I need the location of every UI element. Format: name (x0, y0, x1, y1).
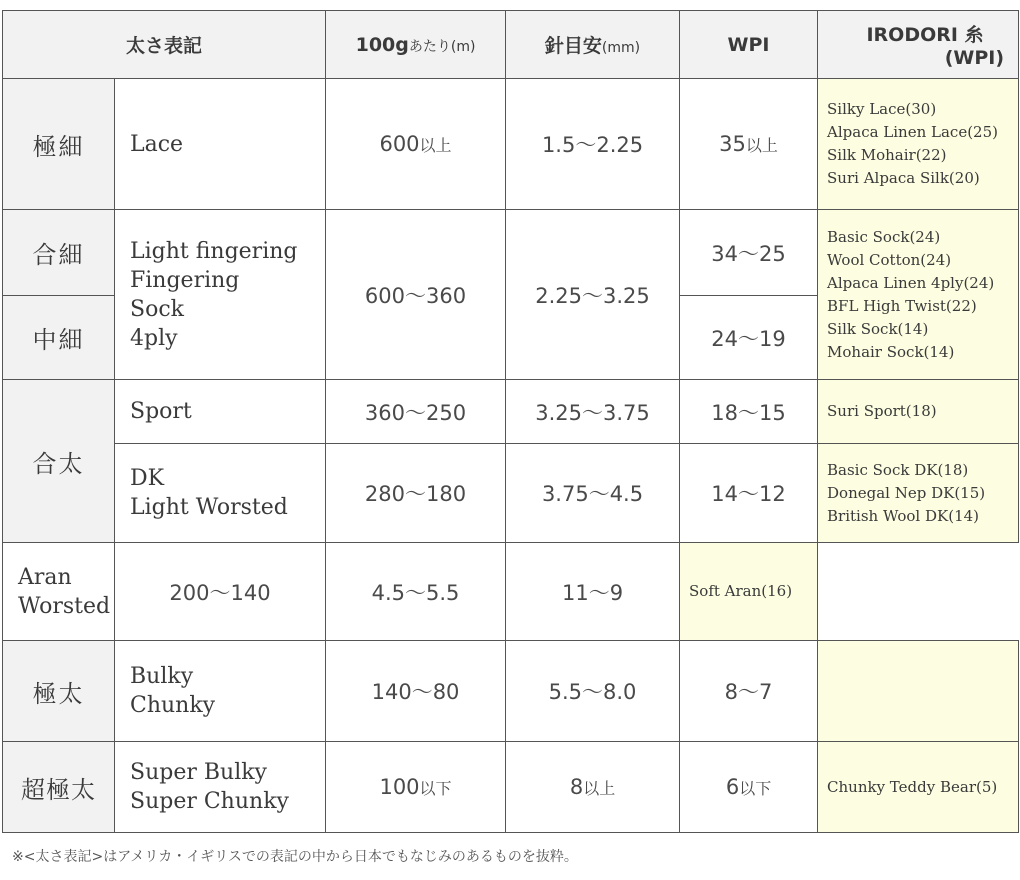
length-cell: 100以下 (326, 742, 506, 833)
length-cell: 600以上 (326, 79, 506, 210)
yarn-item: Silky Lace(30) (827, 100, 937, 118)
yarn-item: Mohair Sock(14) (827, 342, 955, 361)
needle-cell: 5.5〜8.0 (506, 641, 680, 742)
yarn-item: Wool Cotton(24) (827, 250, 952, 269)
irodori-yarns-cell (680, 543, 818, 641)
length-cell: 600〜360 (326, 210, 506, 380)
length-cell: 200〜140 (115, 543, 326, 641)
table-row-fingering (3, 210, 1019, 296)
yarn-item: BFL High Twist(22) (827, 296, 977, 315)
name-cell: Light fingering Fingering Sock 4ply (115, 210, 326, 380)
wpi-cell: 6以下 (680, 742, 818, 833)
header-wpi: WPI (680, 11, 818, 79)
wpi-cell: 8〜7 (680, 641, 818, 742)
name-cell: DK Light Worsted (115, 444, 326, 543)
yarn-item: Basic Sock DK(18) (827, 460, 969, 479)
yarn-weight-table (2, 10, 1019, 833)
yarn-item: Alpaca Linen Lace(25) (827, 123, 998, 141)
header-row (3, 11, 1019, 79)
needle-cell: 1.5〜2.25 (506, 79, 680, 210)
yarn-item: Soft Aran(16) (689, 582, 793, 600)
needle-cell: 8以上 (506, 742, 680, 833)
weight-aiboso: 合細 (3, 210, 115, 296)
length-cell: 360〜250 (326, 380, 506, 444)
irodori-yarns-cell (818, 742, 1019, 833)
table-row-aran (3, 543, 1019, 641)
yarn-item: Silk Mohair(22) (827, 146, 947, 164)
weight-aibuto: 合太 (3, 380, 115, 543)
yarn-item: British Wool DK(14) (827, 506, 980, 525)
yarn-item: Silk Sock(14) (827, 319, 929, 338)
irodori-yarns-cell-empty (818, 641, 1019, 742)
yarn-item: Basic Sock(24) (827, 227, 941, 246)
header-length: 100gあたり(m) (326, 11, 506, 79)
length-cell: 140〜80 (326, 641, 506, 742)
weight-chuboso: 中細 (3, 296, 115, 380)
irodori-yarns-cell (818, 444, 1019, 543)
wpi-cell-lower: 24〜19 (680, 296, 818, 380)
yarn-item: Chunky Teddy Bear(5) (827, 777, 998, 796)
header-irodori: IRODORI 糸 (WPI) (818, 11, 1019, 79)
table-row-lace (3, 79, 1019, 210)
yarn-item: Suri Alpaca Silk(20) (827, 169, 980, 187)
needle-cell: 3.75〜4.5 (506, 444, 680, 543)
weight-gokuboso: 極細 (3, 79, 115, 210)
wpi-cell: 35以上 (680, 79, 818, 210)
wpi-cell-upper: 34〜25 (680, 210, 818, 296)
wpi-cell: 11〜9 (506, 543, 680, 641)
yarn-item: Suri Sport(18) (827, 402, 937, 420)
yarn-item: Alpaca Linen 4ply(24) (827, 273, 995, 292)
needle-cell: 3.25〜3.75 (506, 380, 680, 444)
table-row-sport (3, 380, 1019, 444)
table-row-dk (3, 444, 1019, 543)
wpi-cell: 14〜12 (680, 444, 818, 543)
needle-cell: 4.5〜5.5 (326, 543, 506, 641)
irodori-yarns-cell (818, 380, 1019, 444)
table-row-superbulky (3, 742, 1019, 833)
weight-chogokubuto: 超極太 (3, 742, 115, 833)
weight-gokubuto: 極太 (3, 641, 115, 742)
yarn-item: Donegal Nep DK(15) (827, 483, 986, 502)
irodori-yarns-cell (818, 79, 1019, 210)
name-cell: Super Bulky Super Chunky (115, 742, 326, 833)
name-cell: Aran Worsted (3, 543, 115, 641)
name-cell: Sport (115, 380, 326, 444)
irodori-yarns-cell (818, 210, 1019, 380)
table-row-bulky (3, 641, 1019, 742)
name-cell: Lace (115, 79, 326, 210)
footnote: ※<太さ表記>はアメリカ・イギリスでの表記の中から日本でもなじみのあるものを抜粋。 (12, 849, 578, 865)
wpi-cell: 18〜15 (680, 380, 818, 444)
header-weight: 太さ表記 (3, 11, 326, 79)
name-cell: Bulky Chunky (115, 641, 326, 742)
needle-cell: 2.25〜3.25 (506, 210, 680, 380)
header-needle: 針目安(mm) (506, 11, 680, 79)
length-cell: 280〜180 (326, 444, 506, 543)
